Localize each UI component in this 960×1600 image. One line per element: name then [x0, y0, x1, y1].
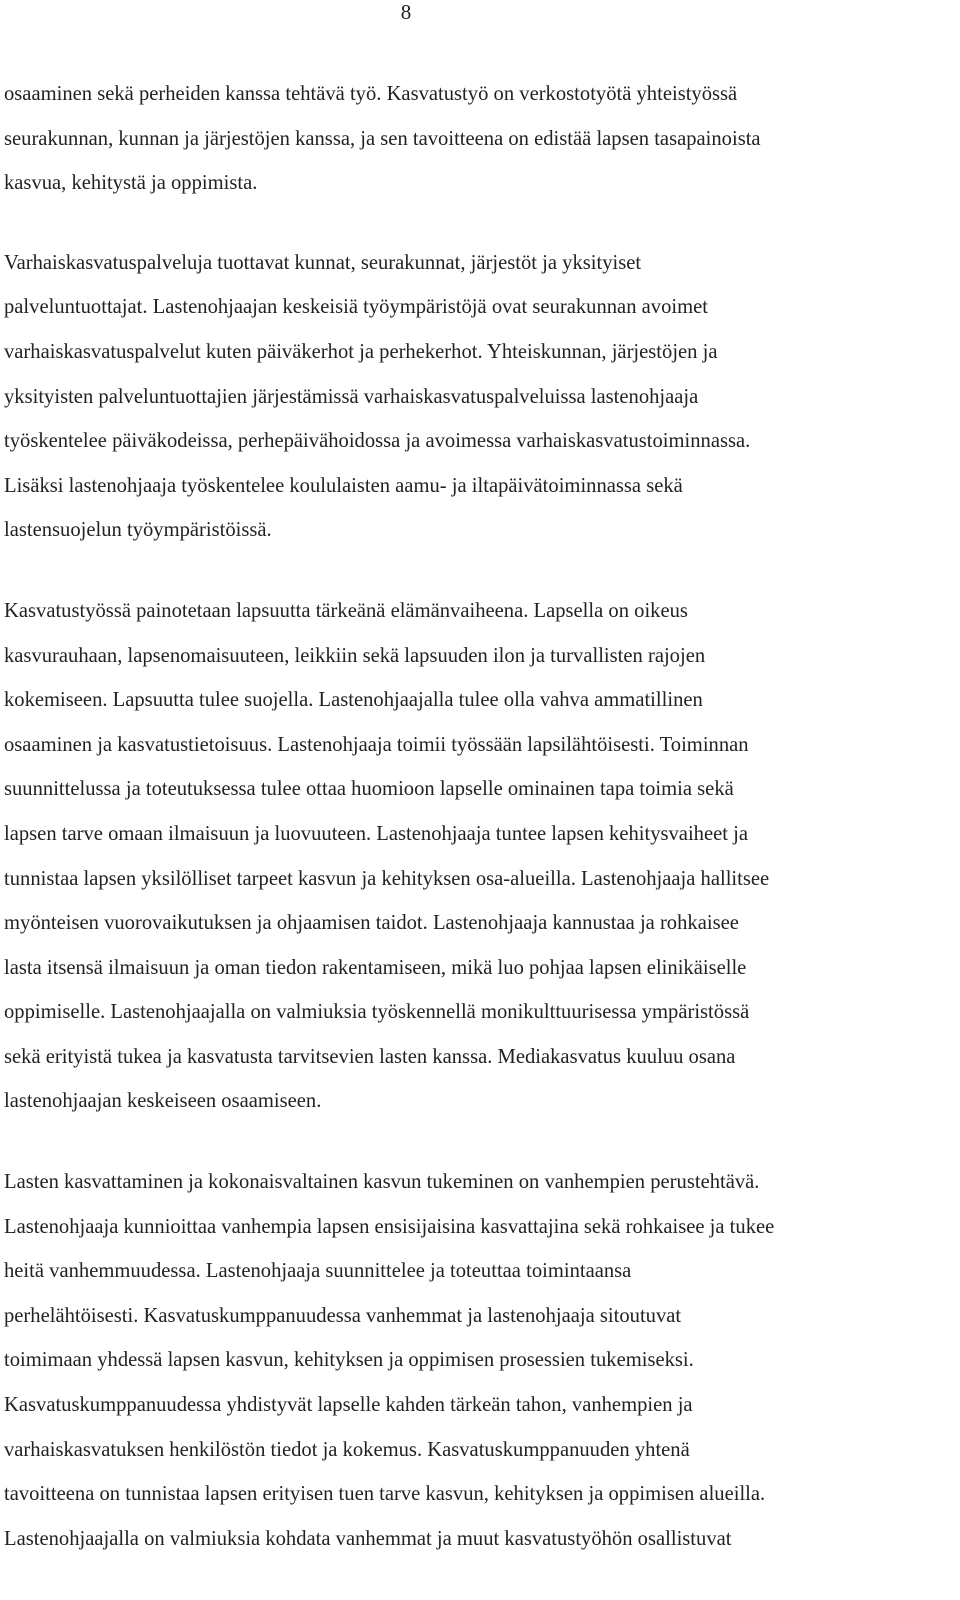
text-line: lasta itsensä ilmaisuun ja oman tiedon rakentamiseen, mikä luo pohjaa lapsen elinikäiselle [4, 956, 747, 979]
text-line: tavoitteena on tunnistaa lapsen erityisen tuen tarve kasvun, kehityksen ja oppimisen alueilla. [4, 1483, 766, 1506]
text-line: toimimaan yhdessä lapsen kasvun, kehityksen ja oppimisen prosessien tukemiseksi. [4, 1349, 694, 1372]
text-line: heitä vanhemmuudessa. Lastenohjaaja suunnittelee ja toteuttaa toimintaansa [4, 1260, 632, 1283]
text-line: kasvua, kehitystä ja oppimista. [4, 172, 258, 195]
text-line: oppimiselle. Lastenohjaajalla on valmiuksia työskennellä monikulttuurisessa ympäristössä [4, 1001, 750, 1024]
text-line: Kasvatuskumppanuudessa yhdistyvät lapselle kahden tärkeän tahon, vanhempien ja [4, 1394, 693, 1417]
text-line: seurakunnan, kunnan ja järjestöjen kanssa, ja sen tavoitteena on edistää lapsen tasapainoista [4, 127, 761, 150]
text-line: Varhaiskasvatuspalveluja tuottavat kunnat, seurakunnat, järjestöt ja yksityiset [4, 251, 642, 274]
page-number: 8 [400, 0, 412, 24]
text-line: osaaminen ja kasvatustietoisuus. Lastenohjaaja toimii työssään lapsilähtöisesti. Toiminnan [4, 733, 749, 756]
text-line: kokemiseen. Lapsuutta tulee suojella. Lastenohjaajalla tulee olla vahva ammatillinen [4, 689, 703, 712]
document-body [4, 72, 956, 1561]
text-line: lapsen tarve omaan ilmaisuun ja luovuuteen. Lastenohjaaja tuntee lapsen kehitysvaiheet ja [4, 822, 748, 845]
text-line: kasvurauhaan, lapsenomaisuuteen, leikkiin sekä lapsuuden ilon ja turvallisten rajojen [4, 644, 706, 667]
text-line: perhelähtöisesti. Kasvatuskumppanuudessa vanhemmat ja lastenohjaaja sitoutuvat [4, 1304, 682, 1327]
text-line: osaaminen sekä perheiden kanssa tehtävä työ. Kasvatustyö on verkostotyötä yhteistyössä [4, 83, 738, 105]
text-line: tunnistaa lapsen yksilölliset tarpeet kasvun ja kehityksen osa-alueilla. Lastenohjaaja hallitsee [4, 867, 770, 890]
text-line: työskentelee päiväkodeissa, perhepäivähoidossa ja avoimessa varhaiskasvatustoiminnassa. [4, 430, 751, 453]
paragraph-3 [4, 589, 956, 1124]
text-line: suunnittelussa ja toteutuksessa tulee ottaa huomioon lapselle ominainen tapa toimia sekä [4, 778, 734, 801]
paragraph-2 [4, 241, 956, 553]
text-line: Lastenohjaaja kunnioittaa vanhempia lapsen ensisijaisina kasvattajina sekä rohkaisee ja tukee [4, 1215, 775, 1238]
text-line: Lastenohjaajalla on valmiuksia kohdata vanhemmat ja muut kasvatustyöhön osallistuvat [4, 1527, 732, 1550]
text-line: myönteisen vuorovaikutuksen ja ohjaamisen taidot. Lastenohjaaja kannustaa ja rohkaisee [4, 912, 739, 935]
text-line: Lasten kasvattaminen ja kokonaisvaltainen kasvun tukeminen on vanhempien perustehtävä. [4, 1171, 760, 1194]
text-line: palveluntuottajat. Lastenohjaajan keskeisiä työympäristöjä ovat seurakunnan avoimet [4, 296, 708, 319]
paragraph-4 [4, 1160, 956, 1561]
text-line: varhaiskasvatuksen henkilöstön tiedot ja kokemus. Kasvatuskumppanuuden yhtenä [4, 1438, 690, 1461]
text-line: sekä erityistä tukea ja kasvatusta tarvitsevien lasten kanssa. Mediakasvatus kuuluu osana [4, 1045, 736, 1068]
text-line: yksityisten palveluntuottajien järjestämissä varhaiskasvatuspalveluissa lastenohjaaja [4, 385, 699, 408]
text-line: Lisäksi lastenohjaaja työskentelee koululaisten aamu- ja iltapäivätoiminnassa sekä [4, 474, 683, 497]
text-line: lastensuojelun työympäristöissä. [4, 519, 272, 542]
paragraph-1 [4, 72, 956, 206]
text-line: lastenohjaajan keskeiseen osaamiseen. [4, 1090, 322, 1113]
text-line: Kasvatustyössä painotetaan lapsuutta tärkeänä elämänvaiheena. Lapsella on oikeus [4, 599, 688, 622]
text-line: varhaiskasvatuspalvelut kuten päiväkerhot ja perhekerhot. Yhteiskunnan, järjestöjen ja [4, 340, 718, 363]
